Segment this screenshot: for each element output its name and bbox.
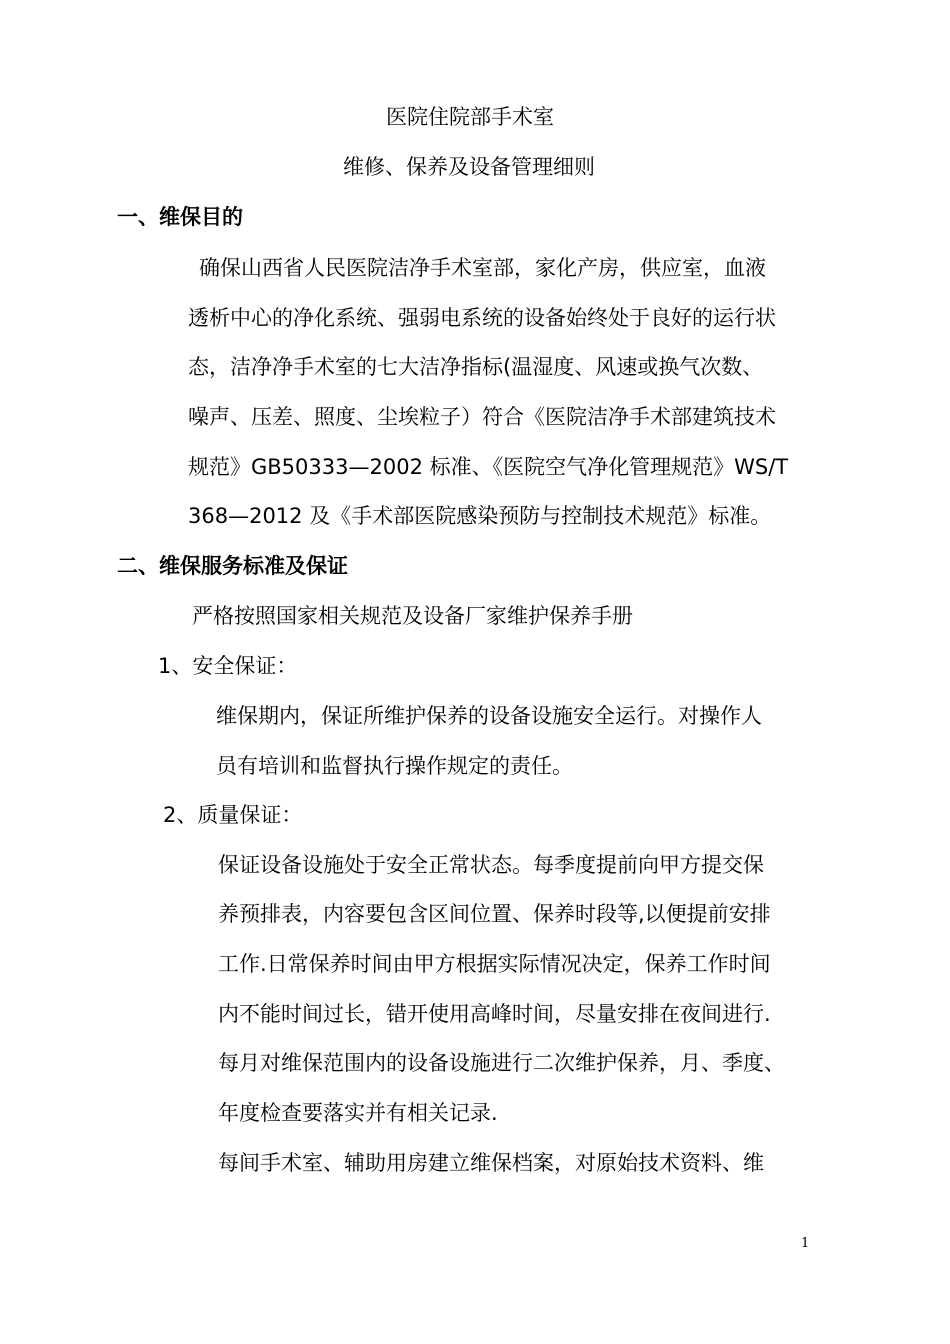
item-2-line: 工作.日常保养时间由甲方根据实际情况决定，保养工作时间 (218, 952, 771, 976)
item-1-line: 维保期内，保证所维护保养的设备设施安全运行。对操作人 (216, 704, 762, 728)
section-1-paragraph-line: 368—2012 及《手术部医院感染预防与控制技术规范》标准。 (188, 504, 772, 528)
item-1-label: 1、安全保证： (158, 654, 298, 678)
document-title-line-1: 医院住院部手术室 (386, 105, 554, 129)
item-2-line: 每间手术室、辅助用房建立维保档案，对原始技术资料、维 (218, 1151, 764, 1175)
page-number: 1 (801, 1236, 810, 1251)
item-2-line: 养预排表，内容要包含区间位置、保养时段等,以便提前安排 (218, 902, 771, 926)
item-2-line: 年度检查要落实并有相关记录. (218, 1101, 498, 1125)
section-1-paragraph-line: 透析中心的净化系统、强弱电系统的设备始终处于良好的运行状 (188, 306, 776, 330)
document-title-line-2: 维修、保养及设备管理细则 (343, 155, 595, 179)
item-1-line: 员有培训和监督执行操作规定的责任。 (216, 754, 573, 778)
item-2-label: 2、质量保证： (163, 803, 303, 827)
section-1-paragraph-line: 态，洁净净手术室的七大洁净指标(温湿度、风速或换气次数、 (188, 355, 764, 379)
section-heading-1: 一、维保目的 (117, 205, 243, 229)
item-2-line: 内不能时间过长，错开使用高峰时间，尽量安排在夜间进行. (218, 1002, 771, 1026)
item-2-line: 保证设备设施处于安全正常状态。每季度提前向甲方提交保 (218, 853, 764, 877)
section-2-intro: 严格按照国家相关规范及设备厂家维护保养手册 (192, 604, 633, 628)
section-1-paragraph-line: 噪声、压差、照度、尘埃粒子）符合《医院洁净手术部建筑技术 (188, 405, 776, 429)
section-1-paragraph-line: 规范》GB50333—2002 标准、《医院空气净化管理规范》WS/T (188, 455, 789, 479)
section-heading-2: 二、维保服务标准及保证 (117, 554, 348, 578)
section-1-paragraph-line: 确保山西省人民医院洁净手术室部，家化产房，供应室，血液 (199, 256, 766, 280)
item-2-line: 每月对维保范围内的设备设施进行二次维护保养，月、季度、 (218, 1051, 785, 1075)
